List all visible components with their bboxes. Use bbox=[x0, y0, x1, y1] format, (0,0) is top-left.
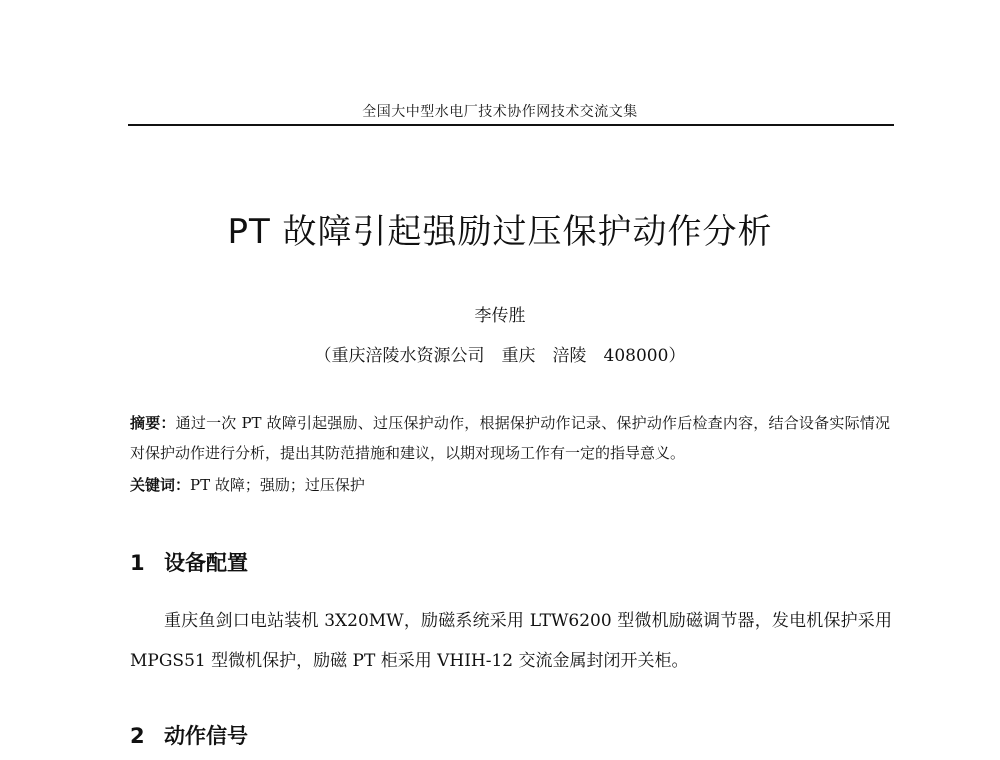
section-heading-1 bbox=[130, 547, 248, 577]
abstract-text: 通过一次 PT 故障引起强励、过压保护动作，根据保护动作记录、保护动作后检查内容，结合设备实际情况对保护动作进行分析，提出其防范措施和建议，以期对现场工作有一定的指导意义。 bbox=[130, 414, 890, 462]
section-heading-2 bbox=[130, 720, 248, 750]
section-title: 动作信号 bbox=[164, 724, 248, 748]
section-number: 2 bbox=[130, 724, 145, 748]
keywords bbox=[130, 470, 890, 500]
paper-title: PT 故障引起强励过压保护动作分析 bbox=[227, 212, 773, 252]
section-1-paragraph: 重庆鱼剑口电站装机 3X20MW，励磁系统采用 LTW6200 型微机励磁调节器，发电机保护采用 MPGS51 型微机保护，励磁 PT 柜采用 VHIH-12 交流金属封闭开关柜。 bbox=[130, 611, 892, 671]
abstract bbox=[130, 408, 890, 468]
author-affiliation: （重庆涪陵水资源公司 重庆 涪陵 408000） bbox=[314, 346, 686, 366]
abstract-label: 摘要： bbox=[130, 414, 176, 432]
running-header: 全国大中型水电厂技术协作网技术交流文集 bbox=[362, 104, 638, 120]
section-number: 1 bbox=[130, 551, 145, 575]
author-name: 李传胜 bbox=[474, 306, 526, 326]
keywords-label: 关键词： bbox=[130, 476, 191, 494]
section-title: 设备配置 bbox=[164, 551, 248, 575]
header-rule bbox=[128, 124, 894, 126]
keywords-text: PT 故障；强励；过压保护 bbox=[190, 476, 365, 494]
